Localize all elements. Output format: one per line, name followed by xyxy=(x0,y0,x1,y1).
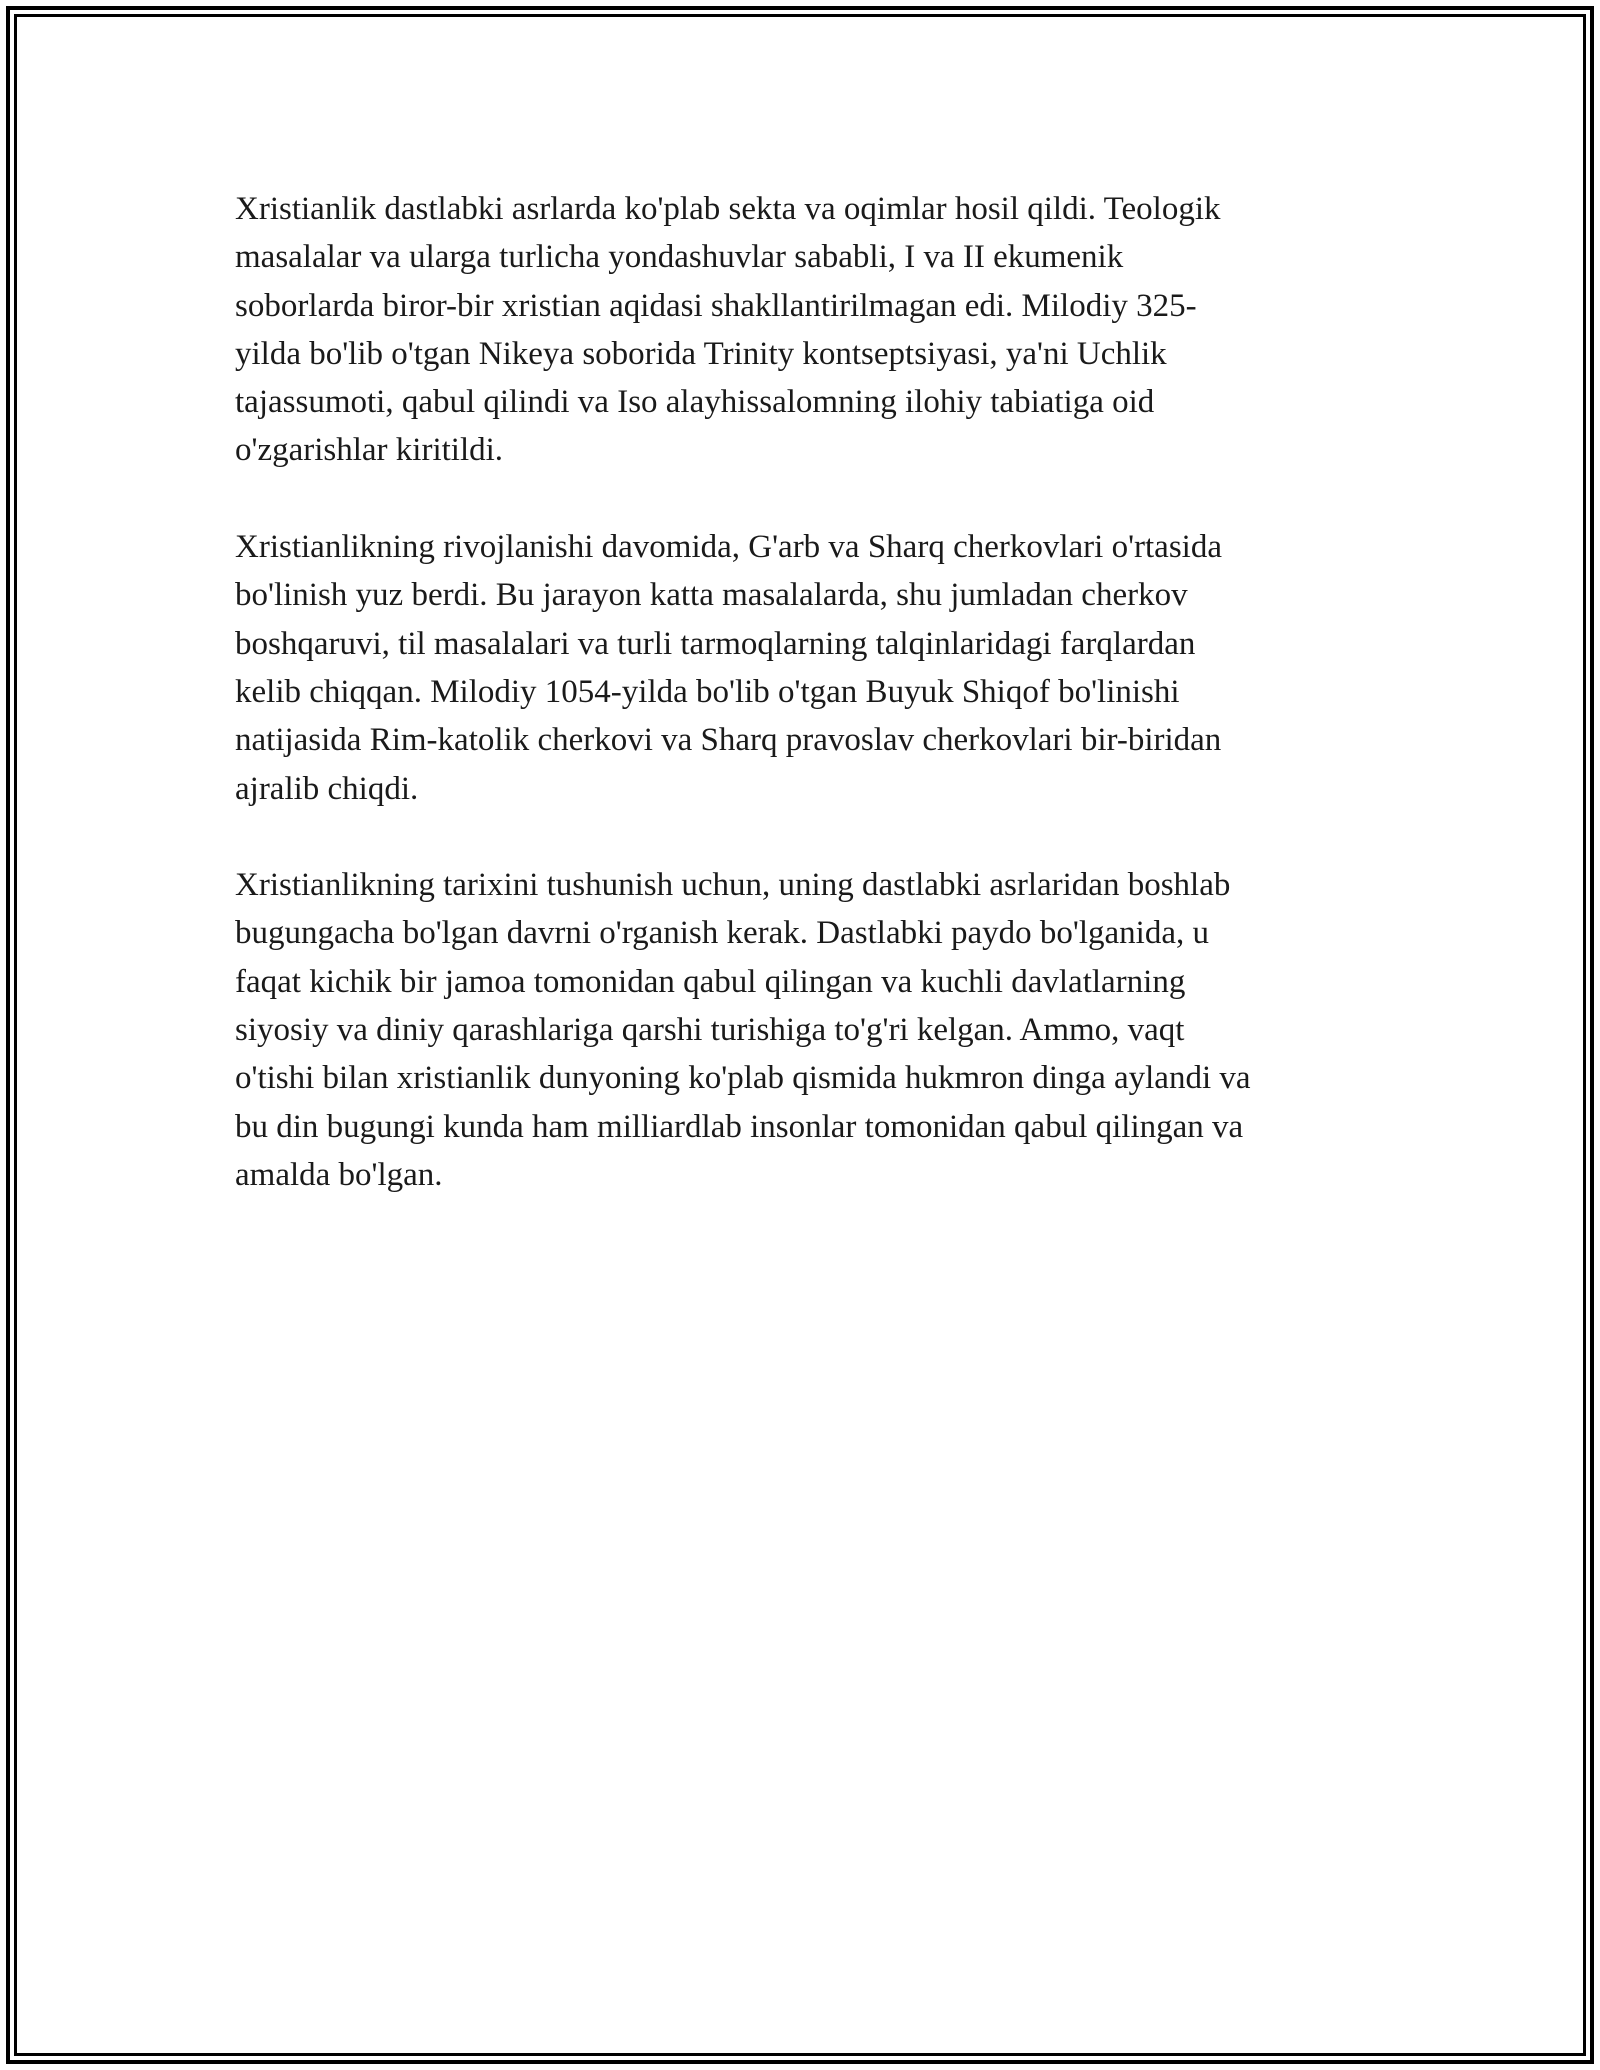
paragraph-1: Xristianlik dastlabki asrlarda ko'plab sekta va oqimlar hosil qildi. Teologik masalalar va ularga turlicha yondashuvlar sababli, I va II ekumenik soborlarda biror-bir xristian aqidasi shakllantirilmagan edi. Milodiy 325- yilda bo'lib o'tgan Nikeya soborida Trinity kontseptsiyasi, ya'ni Uchlik tajassumoti, qabul qilindi va Iso alayhissalomning ilohiy tabiatiga oid o'zgarishlar kiritildi. xyxy=(235,191,1221,469)
document-body xyxy=(235,185,1370,1248)
paragraph-3: Xristianlikning tarixini tushunish uchun, uning dastlabki asrlaridan boshlab bugungacha bo'lgan davrni o'rganish kerak. Dastlabki paydo bo'lganida, u faqat kichik bir jamoa tomonidan qabul qilingan va kuchli davlatlarning siyosiy va diniy qarashlariga qarshi turishiga to'g'ri kelgan. Ammo, vaqt o'tishi bilan xristianlik dunyoning ko'plab qismida hukmron dinga aylandi va bu din bugungi kunda ham milliardlab insonlar tomonidan qabul qilingan va amalda bo'lgan. xyxy=(235,867,1251,1193)
paragraph-2: Xristianlikning rivojlanishi davomida, G'arb va Sharq cherkovlari o'rtasida bo'linish yuz berdi. Bu jarayon katta masalalarda, shu jumladan cherkov boshqaruvi, til masalalari va turli tarmoqlarning talqinlaridagi farqlardan kelib chiqqan. Milodiy 1054-yilda bo'lib o'tgan Buyuk Shiqof bo'linishi natijasida Rim-katolik cherkovi va Sharq pravoslav cherkovlari bir-biridan ajralib chiqdi. xyxy=(235,529,1222,807)
